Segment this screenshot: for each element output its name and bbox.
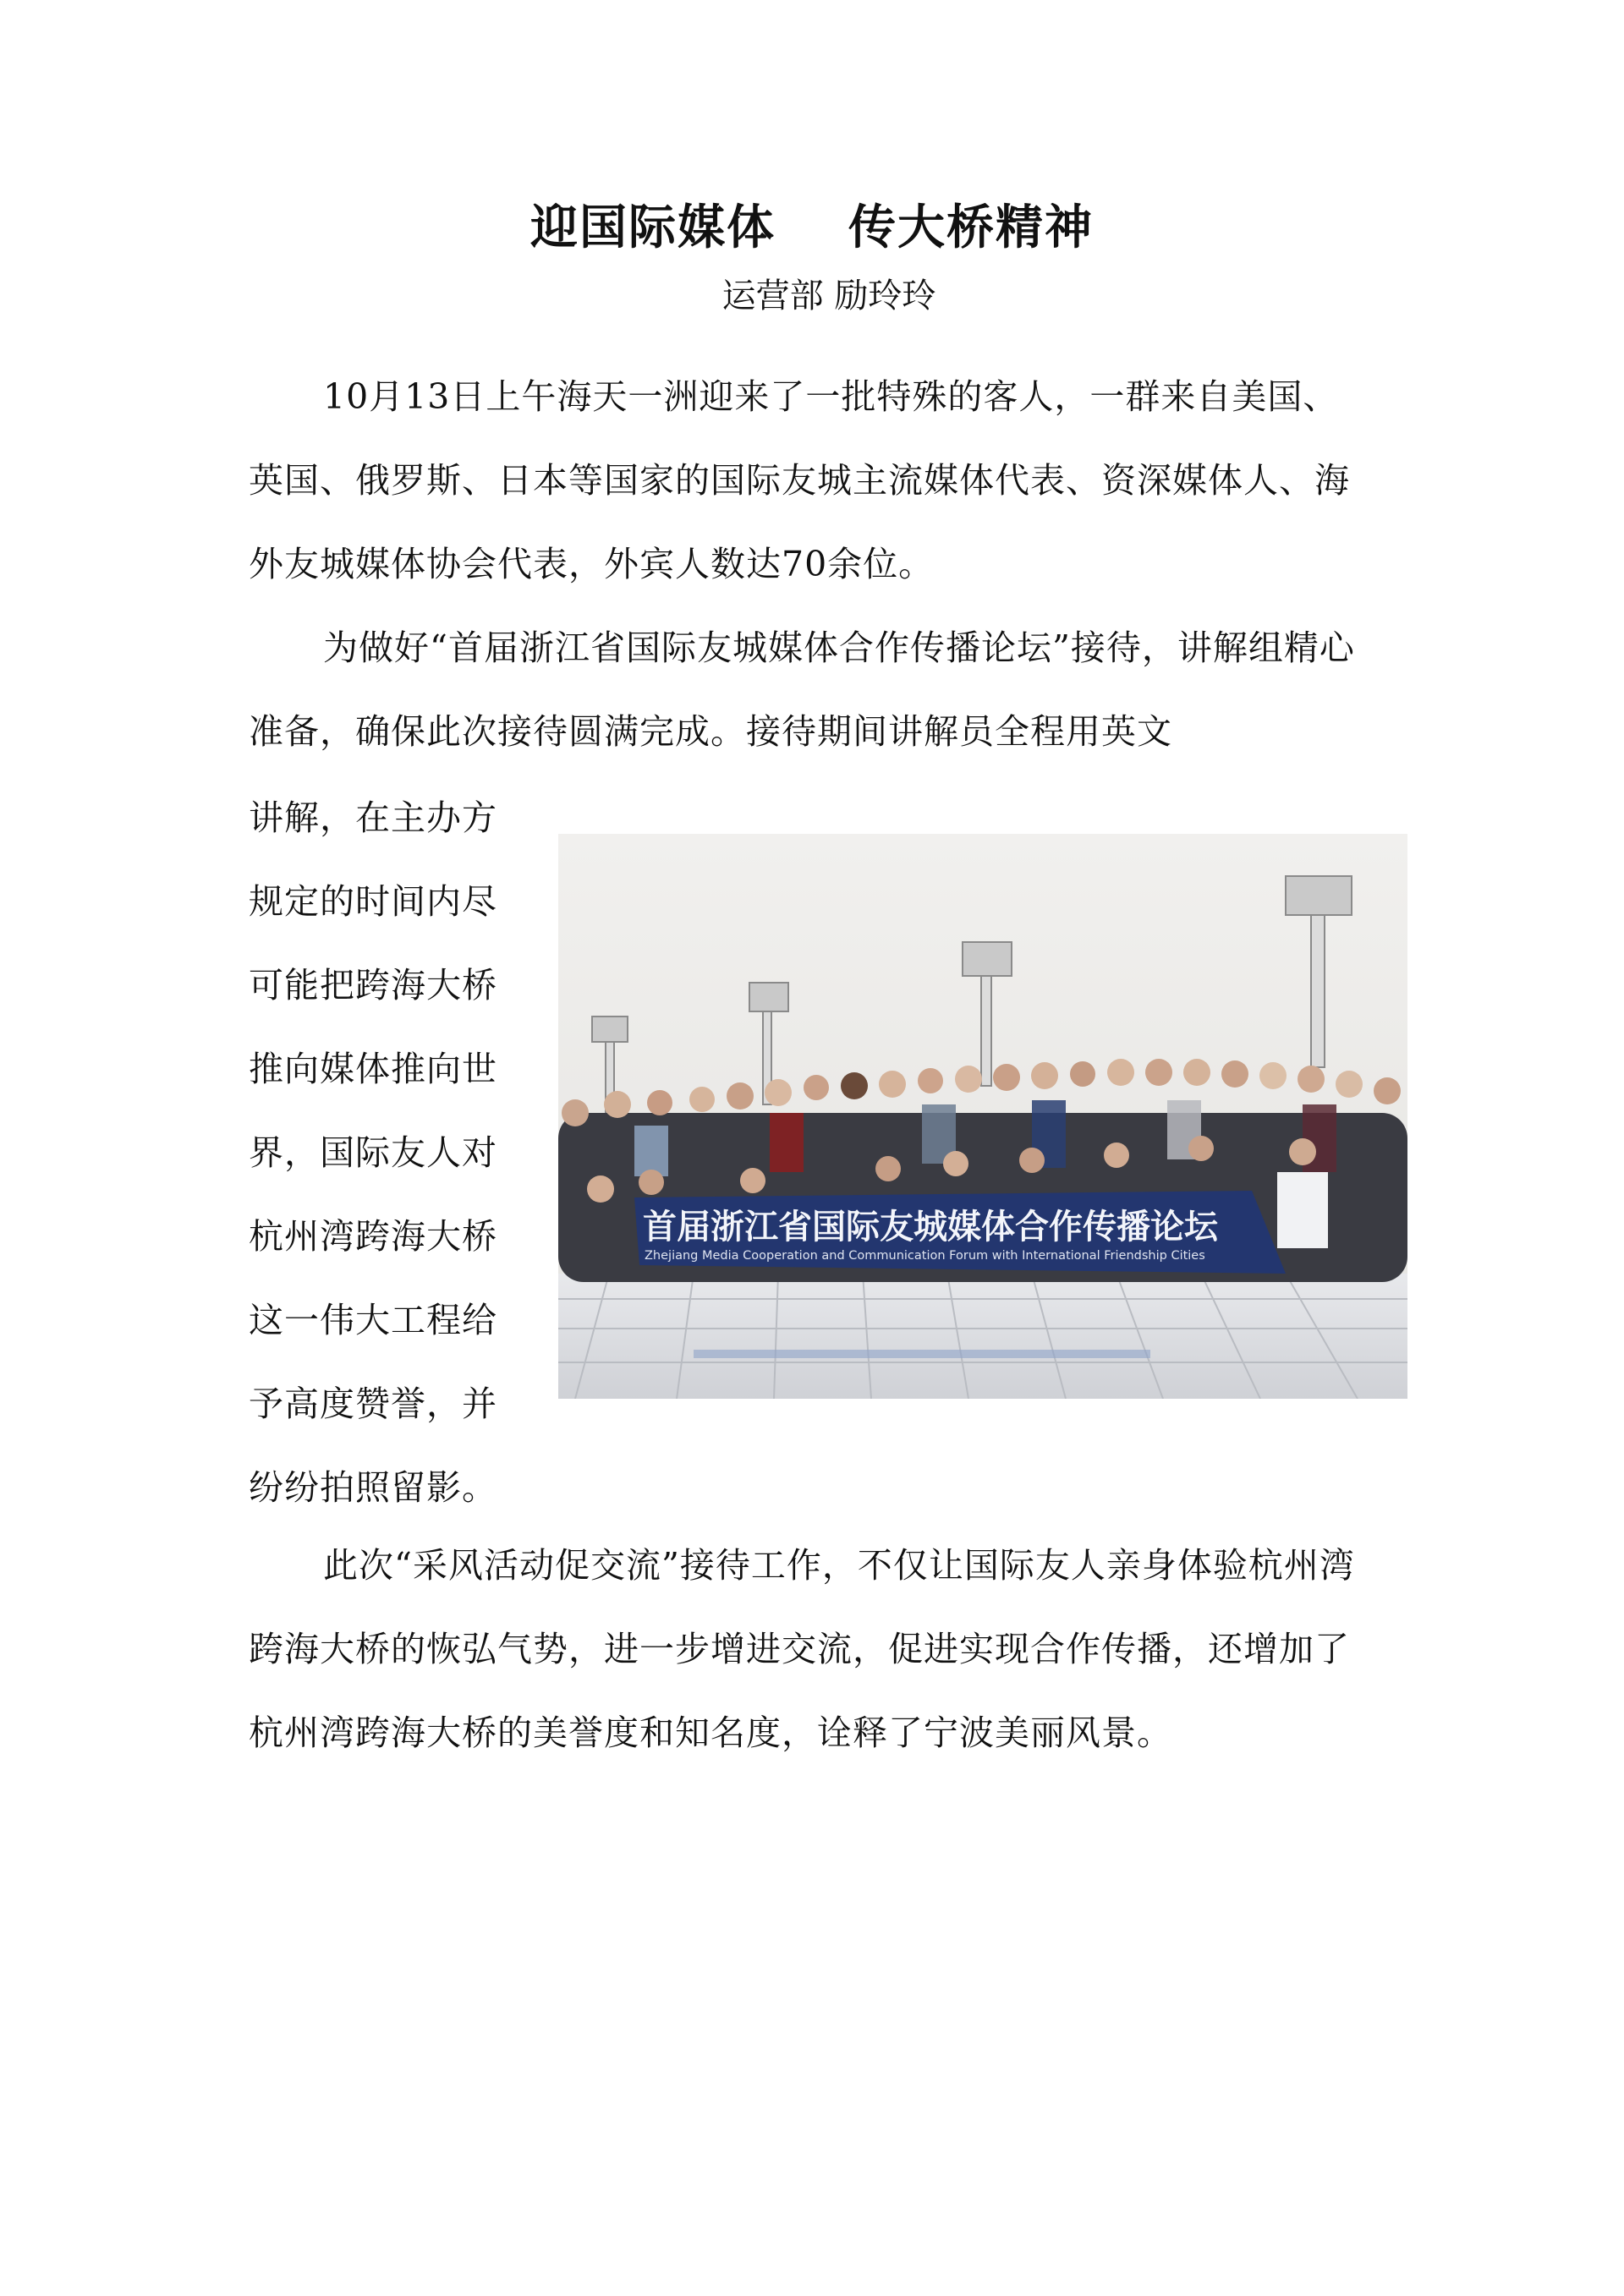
article-byline: 运营部 励玲玲 (721, 277, 936, 315)
banner-chinese-text: 首届浙江省国际友城媒体合作传播论坛 (643, 1208, 1218, 1247)
paragraph-1: 10月13日上午海天一洲迎来了一批特殊的客人，一群来自美国、英国、俄罗斯、日本等国家的国际友城主流媒体代表、资深媒体人、海外友城媒体协会代表，外宾人数达70余位。 (249, 376, 1350, 584)
group-photo (558, 834, 1407, 1399)
paragraph-2-lead: 为做好“首届浙江省国际友城媒体合作传播论坛”接待，讲解组精心准备，确保此次接待圆满完成。接待期间讲解员全程用英文 (249, 627, 1355, 752)
paragraph-3: 此次“采风活动促交流”接待工作，不仅让国际友人亲身体验杭州湾跨海大桥的恢弘气势，进一步增进交流，促进实现合作传播，还增加了杭州湾跨海大桥的美誉度和知名度，诠释了宁波美丽风景。 (249, 1545, 1355, 1753)
paragraph-2-wrapped: 讲解，在主办方规定的时间内尽可能把跨海大桥推向媒体推向世界，国际友人对杭州湾跨海大桥这一伟大工程给予高度赞誉，并纷纷拍照留影。 (249, 797, 497, 1508)
banner-english-text: Zhejiang Media Cooperation and Communication Forum with International Friendship Cities (645, 1249, 1205, 1263)
article-title: 迎国际媒体 传大桥精神 (530, 200, 1094, 255)
